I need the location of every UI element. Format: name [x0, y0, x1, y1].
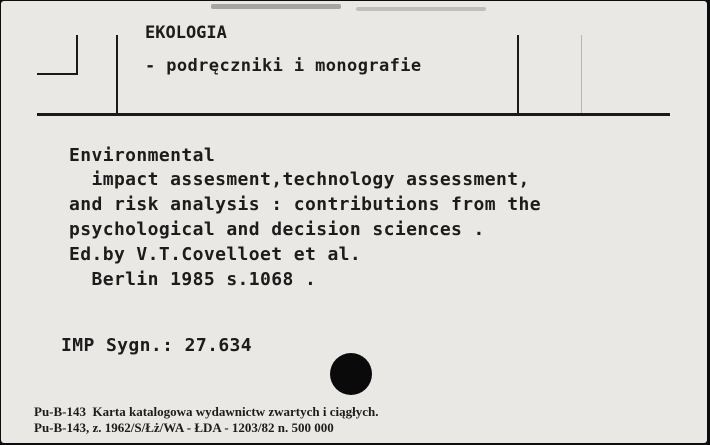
entry-line: psychological and decision sciences . [69, 219, 485, 240]
entry-line: impact assesment,technology assessment, [69, 169, 530, 190]
form-footer-line: Pu-B-143, z. 1962/S/Łż/WA - ŁDA - 1203/82 n. 500 000 [34, 420, 334, 435]
entry-line: and risk analysis : contributions from the [69, 194, 541, 215]
header-right-box-divider [581, 35, 582, 115]
header-right-divider [517, 35, 519, 115]
left-box-bottom-border [37, 73, 78, 75]
form-footer-line: Pu-B-143 Karta katalogowa wydawnictw zwartych i ciągłych. [34, 404, 379, 419]
header-left-divider [116, 35, 118, 115]
entry-line: Ed.by V.T.Covelloet et al. [69, 244, 362, 265]
entry-line: Berlin 1985 s.1068 . [69, 269, 317, 290]
subcategory-heading: - podręczniki i monografie [145, 56, 422, 76]
ink-smudge [356, 7, 486, 11]
punch-hole [330, 353, 372, 395]
catalog-card [1, 1, 707, 443]
ink-smudge [211, 4, 341, 9]
category-heading: EKOLOGIA [145, 23, 227, 43]
entry-line: Environmental [69, 145, 216, 166]
call-number: IMP Sygn.: 27.634 [61, 335, 253, 356]
left-box-right-border [76, 35, 78, 75]
header-bottom-rule [37, 113, 670, 116]
